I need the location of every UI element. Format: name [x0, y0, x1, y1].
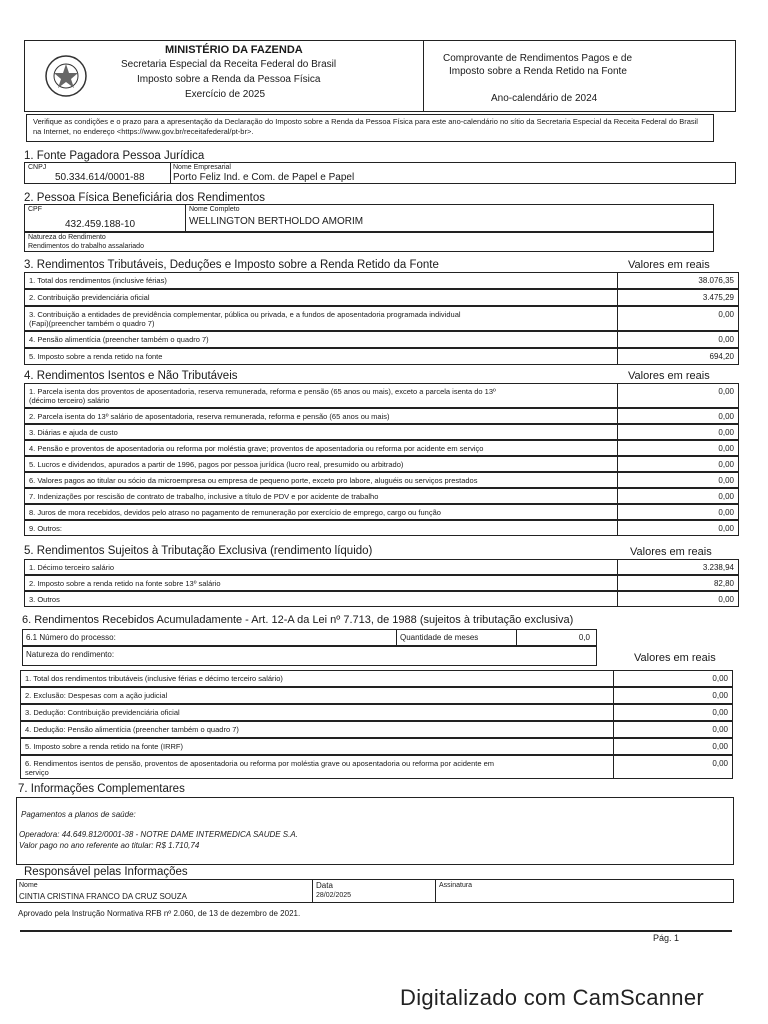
responsavel-nome: CINTIA CRISTINA FRANCO DA CRUZ SOUZA: [19, 892, 188, 901]
table-row: 7. Indenizações por rescisão de contrato de trabalho, inclusive a título de PDV e por acidente de trabalho 0,00: [24, 488, 739, 504]
natureza-label: Natureza do Rendimento: [28, 234, 106, 241]
natureza-rendimento-box: [22, 646, 597, 666]
table-row: 1. Total dos rendimentos tributáveis (inclusive férias e décimo terceiro salário) 0,00: [20, 670, 733, 687]
nome-empresarial-value: Porto Feliz Ind. e Com. de Papel e Papel: [173, 172, 355, 183]
natureza-rendimento-label: Natureza do rendimento:: [26, 650, 115, 659]
natureza-value: Rendimentos do trabalho assalariado: [28, 243, 144, 250]
natureza-box: [24, 232, 714, 252]
section-6-valores: Valores em reais: [634, 652, 716, 664]
table-row: 3. Contribuição a entidades de previdência complementar, pública ou privada, e a fundos de aposentadoria programada individual (Fapi)(preencher também o quadro 7) 0,00: [24, 306, 739, 331]
data-label: Data: [316, 881, 333, 890]
beneficiario-box: [24, 204, 714, 232]
section-4-valores: Valores em reais: [628, 370, 710, 382]
section-4-title: 4. Rendimentos Isentos e Não Tributáveis: [24, 370, 238, 382]
table-row: 8. Juros de mora recebidos, devidos pelo atraso no pagamento de remuneração por exercício de emprego, cargo ou função 0,00: [24, 504, 739, 520]
nome-completo-value: WELLINGTON BERTHOLDO AMORIM: [189, 216, 364, 227]
cpf-label: CPF: [28, 206, 42, 213]
table-row: 5. Imposto sobre a renda retido na fonte (IRRF) 0,00: [20, 738, 733, 755]
section-5-title: 5. Rendimentos Sujeitos à Tributação Exclusiva (rendimento líquido): [24, 545, 373, 557]
divider: [185, 205, 186, 231]
cnpj-label: CNPJ: [28, 164, 47, 171]
table-row: 3. Dedução: Contribuição previdenciária oficial 0,00: [20, 704, 733, 721]
header-box: [24, 40, 736, 112]
section-7-title: 7. Informações Complementares: [18, 783, 185, 795]
notice-text: Verifique as condições e o prazo para a apresentação da Declaração do Imposto sobre a Renda da Pessoa Física para este ano-calendário no sítio da Secretaria Especial da Receita Federal do Brasil na Internet, no endereço <https://www.gov.br/receitafederal/pt-br>.: [33, 117, 698, 136]
secretaria-text: Secretaria Especial da Receita Federal do Brasil: [121, 59, 337, 70]
coat-of-arms-icon: [43, 53, 89, 99]
cpf-value: 432.459.188-10: [65, 219, 136, 230]
section-3-title: 3. Rendimentos Tributáveis, Deduções e Imposto sobre a Renda Retido da Fonte: [24, 259, 439, 271]
table-row: 5. Imposto sobre a renda retido na fonte 694,20: [24, 348, 739, 365]
table-row: 4. Dedução: Pensão alimentícia (preencher também o quadro 7) 0,00: [20, 721, 733, 738]
comprovante-line1: Comprovante de Rendimentos Pagos e de: [443, 53, 633, 64]
section-2-title: 2. Pessoa Física Beneficiária dos Rendimentos: [24, 192, 265, 204]
divider: [516, 630, 517, 645]
meses-value: 0,0: [578, 633, 590, 642]
header-divider: [423, 41, 424, 111]
footer-rule: [20, 930, 732, 932]
notice-box: [26, 114, 714, 142]
divider: [396, 630, 397, 645]
section-6-title: 6. Rendimentos Recebidos Acumuladamente - Art. 12-A da Lei nº 7.713, de 1988 (sujeitos à tributação exclusiva): [22, 614, 574, 626]
table-row: 1. Total dos rendimentos (inclusive férias) 38.076,35: [24, 272, 739, 289]
section-8-title: Responsável pelas Informações: [24, 866, 188, 878]
camscanner-watermark: Digitalizado com CamScanner: [400, 985, 705, 1010]
nome-completo-label: Nome Completo: [189, 206, 240, 213]
table-row: 1. Parcela isenta dos proventos de aposentadoria, reserva remunerada, reforma e pensão (65 anos ou mais), exceto a parcela isenta do 13º (décimo terceiro) salário 0,00: [24, 383, 739, 408]
processo-box: [22, 629, 597, 646]
fonte-pagadora-box: [24, 162, 736, 184]
table-row: 3. Diárias e ajuda de custo 0,00: [24, 424, 739, 440]
data-value: 28/02/2025: [316, 892, 352, 899]
table-row: 4. Pensão e proventos de aposentadoria ou reforma por moléstia grave; proventos de aposentadoria ou reforma por acidente em serviço 0,00: [24, 440, 739, 456]
saude-heading: Pagamentos a planos de saúde:: [21, 810, 136, 819]
table-row: 6. Rendimentos isentos de pensão, proventos de aposentadoria ou reforma por moléstia grave ou aposentadoria ou reforma por acidente em serviço 0,00: [20, 755, 733, 779]
table-row: 5. Lucros e dividendos, apurados a partir de 1996, pagos por pessoa jurídica (lucro real, presumido ou arbitrado) 0,00: [24, 456, 739, 472]
section-5-valores: Valores em reais: [630, 546, 712, 558]
aprovado-text: Aprovado pela Instrução Normativa RFB nº 2.060, de 13 de dezembro de 2021.: [18, 909, 301, 918]
table-row: 3. Outros 0,00: [24, 591, 739, 607]
divider: [312, 880, 313, 902]
table-row: 4. Pensão alimentícia (preencher também o quadro 7) 0,00: [24, 331, 739, 348]
imposto-text: Imposto sobre a Renda da Pessoa Física: [137, 74, 321, 85]
table-row: 6. Valores pagos ao titular ou sócio da microempresa ou empresa de pequeno porte, exceto pro labore, aluguéis ou serviços prestados 0,00: [24, 472, 739, 488]
divider: [170, 163, 171, 183]
divider: [435, 880, 436, 902]
cnpj-value: 50.334.614/0001-88: [55, 172, 145, 183]
valor-pago-line: Valor pago no ano referente ao titular: R$ 1.710,74: [19, 841, 200, 850]
exercicio-text: Exercício de 2025: [185, 89, 266, 100]
responsavel-box: [16, 879, 734, 903]
table-row: 9. Outros: 0,00: [24, 520, 739, 536]
table-row: 2. Contribuição previdenciária oficial 3.475,29: [24, 289, 739, 306]
section-3-valores: Valores em reais: [628, 259, 710, 271]
section-1-title: 1. Fonte Pagadora Pessoa Jurídica: [24, 150, 205, 162]
ano-calendario: Ano-calendário de 2024: [491, 93, 598, 104]
nome-empresarial-label: Nome Empresarial: [173, 164, 231, 171]
table-row: 2. Parcela isenta do 13º salário de aposentadoria, reserva remunerada, reforma e pensão (65 anos ou mais) 0,00: [24, 408, 739, 424]
meses-label: Quantidade de meses: [400, 633, 479, 642]
table-row: 1. Décimo terceiro salário 3.238,94: [24, 559, 739, 575]
assinatura-label: Assinatura: [439, 882, 473, 889]
page-number: Pág. 1: [653, 933, 680, 943]
operadora-line: Operadora: 44.649.812/0001-38 - NOTRE DAME INTERMEDICA SAUDE S.A.: [19, 830, 298, 839]
processo-label: 6.1 Número do processo:: [26, 633, 116, 642]
table-row: 2. Exclusão: Despesas com a ação judicial 0,00: [20, 687, 733, 704]
comprovante-line2: Imposto sobre a Renda Retido na Fonte: [449, 66, 627, 77]
informacoes-box: [16, 797, 734, 865]
ministry-title: MINISTÉRIO DA FAZENDA: [165, 44, 303, 56]
table-row: 2. Imposto sobre a renda retido na fonte sobre 13º salário 82,80: [24, 575, 739, 591]
responsavel-nome-label: Nome: [19, 882, 38, 889]
